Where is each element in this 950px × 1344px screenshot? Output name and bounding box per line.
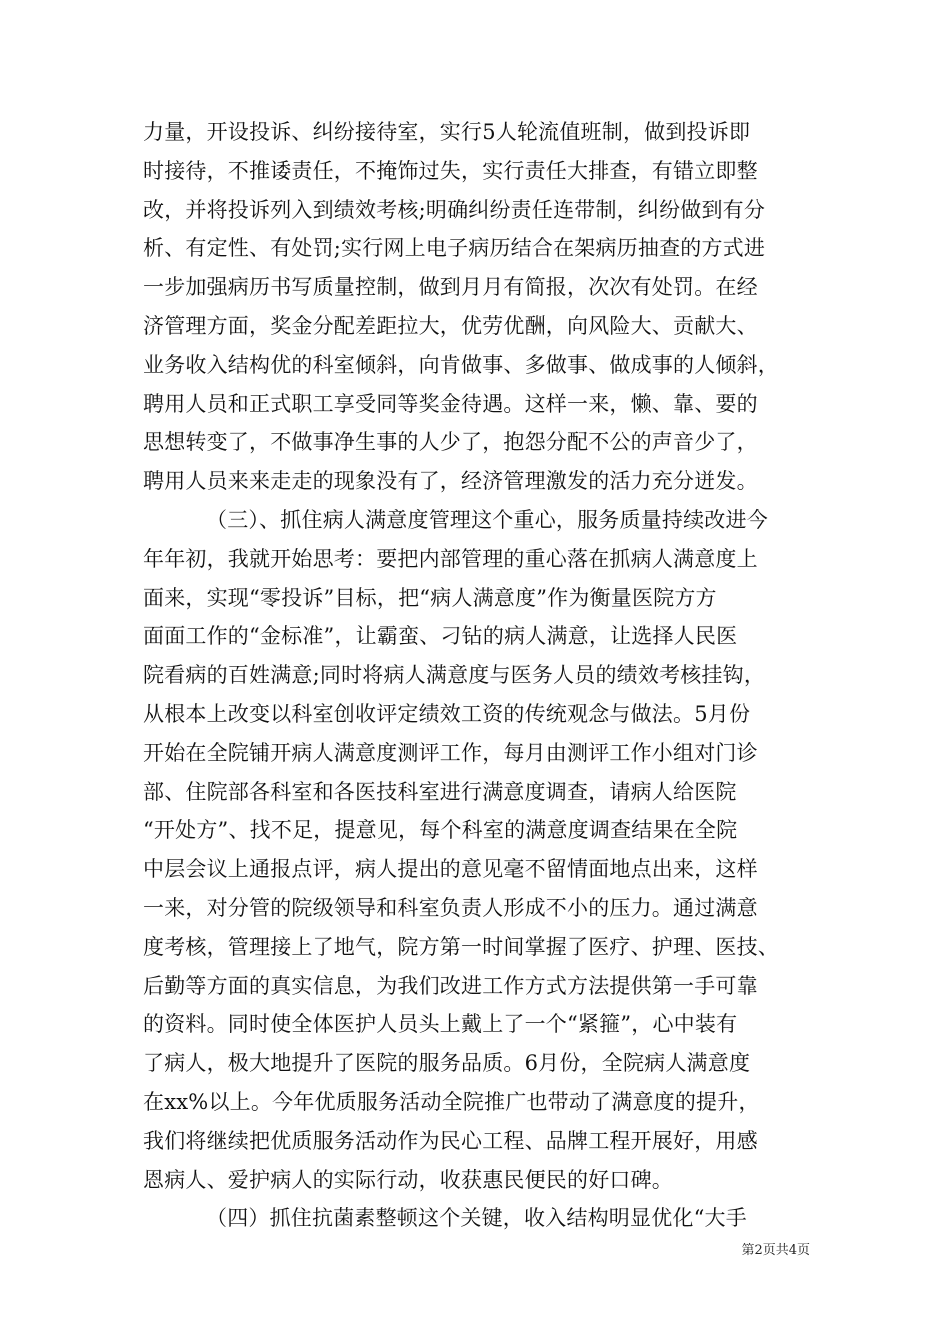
text-line: 了病人，极大地提升了医院的服务品质。6月份，全院病人满意度	[143, 1051, 751, 1076]
paragraph-start-line: （四）抓住抗菌素整顿这个关键，收入结构明显优化“大手	[206, 1206, 747, 1231]
text-line: 院看病的百姓满意;同时将病人满意度与医务人员的绩效考核挂钩，	[143, 663, 766, 688]
page-number-footer: 第2页共4页	[741, 1243, 810, 1258]
text-line: 在xx%以上。今年优质服务活动全院推广也带动了满意度的提升，	[143, 1089, 760, 1114]
text-line: 聘用人员来来走走的现象没有了，经济管理激发的活力充分迸发。	[143, 469, 758, 494]
text-line: 我们将继续把优质服务活动作为民心工程、品牌工程开展好，用感	[143, 1128, 758, 1153]
text-line: 业务收入结构优的科室倾斜，向肯做事、多做事、做成事的人倾斜，	[143, 352, 779, 377]
text-line: 后勤等方面的真实信息，为我们改进工作方式方法提供第一手可靠	[143, 973, 758, 998]
text-line: 一步加强病历书写质量控制，做到月月有简报，次次有处罚。在经	[143, 275, 758, 300]
text-line: 济管理方面，奖金分配差距拉大，优劳优酬，向风险大、贡献大、	[143, 313, 758, 338]
text-line: 从根本上改变以科室创收评定绩效工资的传统观念与做法。5月份	[143, 701, 751, 726]
text-line: 部、住院部各科室和各医技科室进行满意度调查，请病人给医院	[143, 779, 737, 804]
text-line: 改，并将投诉列入到绩效考核;明确纠纷责任连带制，纠纷做到有分	[143, 197, 766, 222]
text-line: 析、有定性、有处罚;实行网上电子病历结合在架病历抽查的方式进	[143, 236, 766, 261]
text-line: 一来，对分管的院级领导和科室负责人形成不小的压力。通过满意	[143, 895, 758, 920]
text-line: “开处方”、找不足，提意见，每个科室的满意度调查结果在全院	[143, 818, 738, 843]
text-line: 思想转变了，不做事净生事的人少了，抱怨分配不公的声音少了，	[143, 430, 758, 455]
text-line: 力量，开设投诉、纠纷接待室，实行5人轮流值班制，做到投诉即	[143, 120, 751, 144]
text-line: 恩病人、爱护病人的实际行动，收获惠民便民的好口碑。	[143, 1167, 673, 1192]
text-line: 度考核，管理接上了地气，院方第一时间掌握了医疗、护理、医技、	[143, 934, 779, 959]
text-line: 开始在全院铺开病人满意度测评工作，每月由测评工作小组对门诊	[143, 740, 758, 765]
text-line: 聘用人员和正式职工享受同等奖金待遇。这样一来，懒、靠、要的	[143, 391, 758, 416]
text-line: 的资料。同时使全体医护人员头上戴上了一个“紧箍”，心中装有	[143, 1012, 738, 1037]
text-line: 时接待，不推诿责任，不掩饰过失，实行责任大排查，有错立即整	[143, 158, 758, 183]
body-text	[143, 113, 811, 1238]
text-line: 年年初，我就开始思考：要把内部管理的重心落在抓病人满意度上	[143, 546, 758, 571]
text-line: 中层会议上通报点评，病人提出的意见毫不留情面地点出来，这样	[143, 857, 758, 882]
paragraph-start-line: （三）、抓住病人满意度管理这个重心，服务质量持续改进今	[206, 507, 768, 532]
text-line: 面来，实现“零投诉”目标，把“病人满意度”作为衡量医院方方	[143, 585, 717, 610]
text-line: 面面工作的“金标准”，让霸蛮、刁钻的病人满意，让选择人民医	[143, 624, 738, 649]
